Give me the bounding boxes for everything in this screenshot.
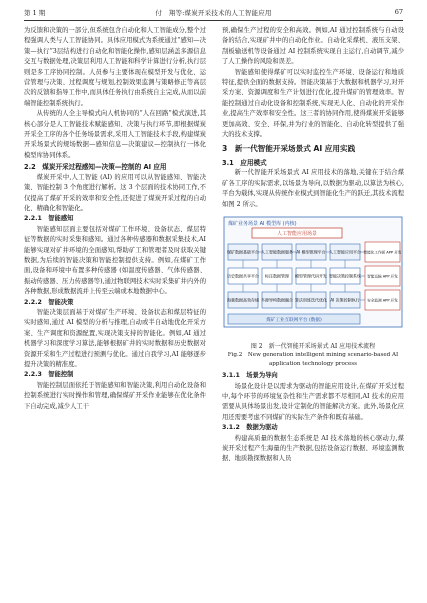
subsection-heading: 3.1.2 数据为驱动 [222, 424, 278, 432]
figure-2-diagram [222, 214, 404, 340]
paragraph: 构建高质量的数据生态系统是 AI 技术落地的核心驱动力,煤炭开采过程产生海量的生产数据,包括设备运行数据、环境监测数据、地质勘探数据和人员 [222, 434, 404, 463]
subsection-heading: 2.2.1 智能感知 [24, 215, 74, 223]
figure-caption-en: Fig.2 New generation intelligent mining scenario-based AI [227, 351, 399, 358]
app-label: 智能化工作面 APP 开发 [363, 250, 402, 255]
top-box-label: 人工智能应用场景 [276, 230, 318, 237]
outer-label: 煤矿业务场景 AI 模型库 (内核) [228, 220, 297, 227]
process-flow-diagram [222, 214, 404, 340]
running-title: 付 翔等:煤炭开采技术的人工智能应用 [155, 8, 272, 17]
paragraph: 场景化设计是以需求为驱动的智能应用设计,在煤矿开采过程中,每个环节的环境复杂性和生产需求都不尽相同,AI 技术的应用需要从具体场景出发,设计定制化的智能解决方案。此外,场景化应用还需要考虑不同煤矿的实际生产条件和既有基础。 [222, 382, 404, 421]
box-label: 多源异构数据融合 [261, 297, 293, 303]
paragraph: 智能感知使得煤矿可以实时监控生产环境、设备运行和地质特征,提供全面的数据支持。智能决策基于大数据和机器学习,对开采方案、资源调度和生产计划进行优化,提升煤矿的管理效率。智能控制通过自动化设备和控制系统,实现无人化、自动化的开采作业,提高生产效率和安全性。这三者的协同作用,使得煤炭开采能够更加高效、安全、环保,并为行业的智能化、自动化转型提供了强大的技术支撑。 [222, 68, 404, 139]
subsection-heading: 2.2.2 智能决策 [24, 298, 74, 306]
right-column [222, 26, 404, 465]
app-label: 智能运输 APP 开发 [367, 274, 398, 279]
issue-number: 第 1 期 [24, 8, 46, 17]
paragraph: 智能控制层面依托于智能感知和智能决策,利用自动化设备和控制系统进行实时操作和管理,确保煤矿开采作业能够在优化条件下自动完成,减少人工干 [24, 381, 206, 410]
box-label: 历史数据共享平台 [227, 273, 259, 279]
box-label: AI 决策控制执行 [330, 297, 360, 303]
subsection-heading: 2.2.3 智能控制 [24, 371, 74, 379]
box-label: AI 模型推理平台 [296, 249, 326, 255]
figure-caption-cn: 图 2 新一代智能开采场景式 AI 应用技术流程 [250, 342, 376, 350]
paragraph: 煤炭开采中,人工智能 (AI) 的应用可以从智能感知、智能决策、智能控制 3 个角度进行解析。这 3 个层面的技术协同工作,不仅提高了煤矿开采的效率和安全性,还促进了煤炭开采过程的自动化、精确化和智能化。 [24, 173, 206, 212]
box-label: 算法训练迭代优化 [295, 297, 327, 303]
paragraph: 智能决策层面基于对煤矿生产环境、设备状态和煤层特征的实时感知,通过 AI 模型的分析与推理,自动或半自动地优化开采方案、生产调度和资源配置,实现决策支持的智能化。例如,AI 通过机器学习和深度学习算法,能够根据矿井的实时数据和历史数据对资源开采和生产过程进行预测与优化。通过自我学习,AI 能够逐步提升决策的精准度。 [24, 308, 206, 368]
paragraph: 智能感知层面主要包括对煤矿工作环境、设备状态、煤层特征等数据的实时采集和感知。通过各种传感器和数据采集技术,AI 能够实现对矿井环境的全面感知,帮助矿工和管理者及时获取关键数据,为后续的智能决策和智能控制提供支持。例如,在煤矿工作面,设备和环境中布置多种传感器 (如温度传感器、气体传感器、振动传感器、压力传感器等),通过物联网技术实时采集矿井内外的各种数据,形成数据流并上传至云端或本地数据中心。 [24, 225, 206, 296]
running-header [24, 6, 403, 18]
left-column [24, 26, 206, 412]
section-heading: 3.1 应用模式 [222, 158, 267, 167]
bottom-label: 煤矿工业互联网平台 (数据) [266, 317, 322, 323]
paragraph: 预,确保生产过程的安全和高效。例如,AI 通过控制系统与自动设备的结合,实现矿井中的自动化作业。自动化采煤机、液压支架、刮板输送机等设备通过 AI 控制系统实现自主运行,自动调节,减少了人工操作的风险和误差。 [222, 27, 404, 66]
section-heading: 2.2 煤炭开采过程感知—决策—控制的 AI 应用 [24, 163, 167, 172]
box-label: 智能决策控制系统 [329, 273, 361, 279]
page-number: 67 [394, 8, 403, 16]
box-label: 标注数据管理 [265, 273, 289, 279]
box-label: 模型管理代码开发 [295, 273, 327, 279]
right-app-column [364, 242, 402, 310]
paragraph: 新一代智能开采场景式 AI 应用技术的落地,关键在于结合煤矿各工序的实际需求,以场景为导向,以数据为驱动,以算法为核心,平台为载体,实现从传统作业模式到智能化生产的跃迁,其技术流程如图 2 所示。 [222, 169, 404, 208]
app-label: 安全监测 APP 开发 [367, 298, 398, 303]
box-label: 煤矿数据基础平台 [227, 249, 259, 255]
chapter-heading: 3 新一代智能开采场景式 AI 应用实践 [222, 144, 356, 154]
box-label: 人工智能应用平台 [329, 249, 361, 255]
paragraph: 从传统的人全主导模式向人机协同的“人在回路”模式演进,其核心部分是人工智能技术赋能感知、决策与执行环节,即根据煤炭开采全工序的各个任务场景需求,采用人工智能技术手段,构建煤炭开采场景式的规场数据—感知信息—决策建议—控制执行一体化模型库协同体系。 [24, 110, 206, 159]
figure-caption-en: application technology process [268, 360, 358, 367]
subsection-heading: 3.1.1 场景为导向 [222, 372, 278, 380]
box-label: 人工智能数据服务 [261, 249, 293, 255]
box-label: 海量数据高效存储 [227, 297, 259, 303]
header-rule [24, 20, 403, 21]
paragraph: 为反馈和决策的一部分,但系统包含自动化和人工智能成分,整个过程强调人类与人工智能协同。具体应用模式为系统通过“感知—决策—执行”3层结构进行自动化和智能化操作,感知层涵盖多源信息交互与数据处理,决策层利用人工智能和科学计算进行分析,执行层则是多工序协同控制。人员参与主要体现在模型开发与优化、运营管理与决策、过程调度与规划,控制效果监测与策略修正等高层次的反馈和指导工作中,而具体任务执行由系统自主完成,从而以前端智能控制系统执行。 [24, 27, 206, 107]
